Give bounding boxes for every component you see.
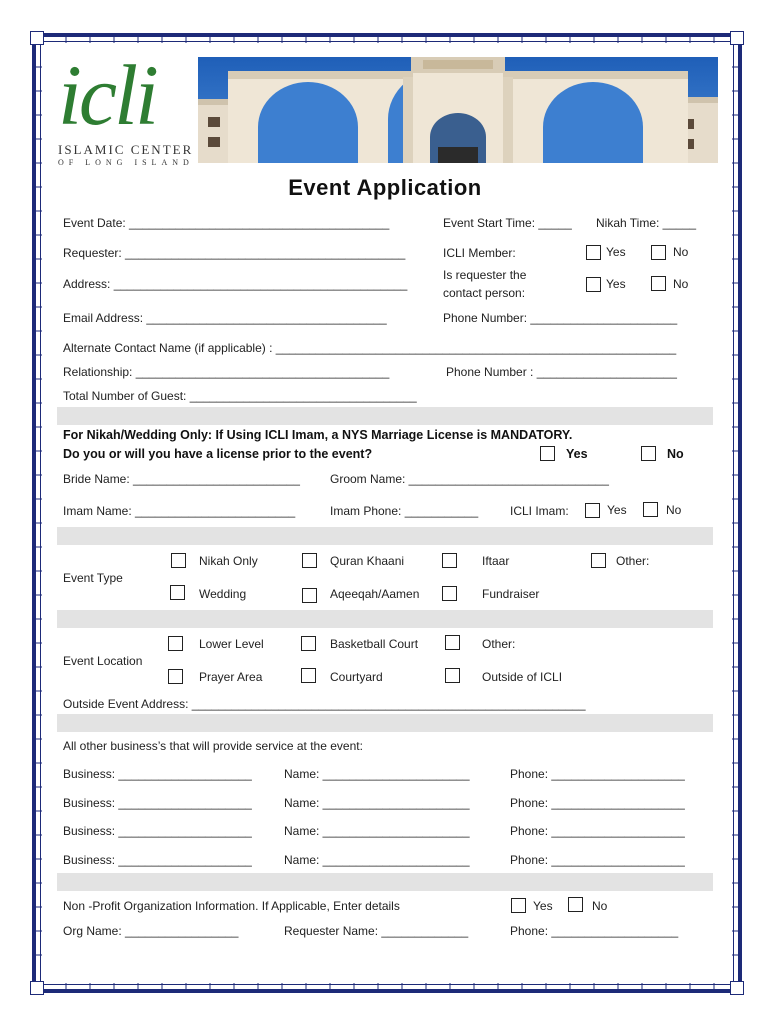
section-separator [57,714,713,732]
border-corner-bottom-left [30,981,44,995]
border-corner-top-left [30,31,44,45]
business-phone-field[interactable]: Phone: ____________________ [510,824,685,838]
fundraiser-checkbox[interactable] [442,586,457,601]
icli-member-yes-checkbox[interactable] [586,245,601,260]
quran-khaani-label: Quran Khaani [330,554,405,568]
org-name-field[interactable]: Org Name: _________________ [63,924,239,938]
nikah-notice: For Nikah/Wedding Only: If Using ICLI Imam, a NYS Marriage License is MANDATORY. [63,428,573,442]
contact-person-yes-label: Yes [606,277,626,291]
business-contact-name-field[interactable]: Name: ______________________ [284,767,470,781]
icli-imam-yes-checkbox[interactable] [585,503,600,518]
icli-member-no-checkbox[interactable] [651,245,666,260]
icli-imam-yes-label: Yes [607,503,627,517]
icli-member-yes-label: Yes [606,245,626,259]
imam-phone-field[interactable]: Imam Phone: ___________ [330,504,479,518]
nikah-only-label: Nikah Only [199,554,258,568]
icli-member-no-label: No [673,245,689,259]
building-photo [198,57,718,163]
nonprofit-info-label: Non -Profit Organization Information. If Applicable, Enter details [63,899,400,913]
prayer-area-checkbox[interactable] [168,669,183,684]
license-yes-checkbox[interactable] [540,446,555,461]
nonprofit-requester-field[interactable]: Requester Name: _____________ [284,924,469,938]
relationship-phone-field[interactable]: Phone Number : _____________________ [446,365,677,379]
icli-imam-no-checkbox[interactable] [643,502,658,517]
prayer-area-label: Prayer Area [199,670,263,684]
total-guests-field[interactable]: Total Number of Guest: __________________________________ [63,389,417,403]
business-phone-field[interactable]: Phone: ____________________ [510,796,685,810]
business-field[interactable]: Business: ____________________ [63,824,252,838]
business-field[interactable]: Business: ____________________ [63,767,252,781]
form-title: Event Application [288,175,482,200]
groom-name-field[interactable]: Groom Name: ______________________________ [330,472,609,486]
event-type-label: Event Type [63,571,123,585]
logo-mark: icli [58,47,156,143]
section-separator [57,527,713,545]
contact-person-label-1: Is requester the [443,268,527,282]
icli-member-label: ICLI Member: [443,246,516,260]
nonprofit-no-label: No [592,899,608,913]
icli-imam-label: ICLI Imam: [510,504,569,518]
icli-logo [56,47,196,167]
section-separator [57,610,713,628]
bride-name-field[interactable]: Bride Name: _________________________ [63,472,300,486]
iftaar-checkbox[interactable] [442,553,457,568]
contact-person-label-2: contact person: [443,286,526,300]
business-field[interactable]: Business: ____________________ [63,796,252,810]
basketball-court-label: Basketball Court [330,637,419,651]
contact-person-no-checkbox[interactable] [651,276,666,291]
border-corner-bottom-right [730,981,744,995]
businesses-intro: All other business’s that will provide service at the event: [63,739,363,753]
alternate-contact-field[interactable]: Alternate Contact Name (if applicable) : ____________________________________________________________ [63,341,677,355]
other-location-label: Other: [482,637,516,651]
border-corner-top-right [730,31,744,45]
license-question: Do you or will you have a license prior to the event? [63,447,373,461]
business-contact-name-field[interactable]: Name: ______________________ [284,853,470,867]
section-separator [57,407,713,425]
basketball-court-checkbox[interactable] [301,636,316,651]
requester-field[interactable]: Requester: __________________________________________ [63,246,406,260]
business-phone-field[interactable]: Phone: ____________________ [510,767,685,781]
courtyard-checkbox[interactable] [301,668,316,683]
quran-khaani-checkbox[interactable] [302,553,317,568]
nikah-only-checkbox[interactable] [171,553,186,568]
outside-icli-label: Outside of ICLI [482,670,563,684]
logo-line-1: ISLAMIC CENTER [58,142,194,157]
business-field[interactable]: Business: ____________________ [63,853,252,867]
imam-name-field[interactable]: Imam Name: ________________________ [63,504,296,518]
wedding-checkbox[interactable] [170,585,185,600]
email-field[interactable]: Email Address: ____________________________________ [63,311,387,325]
outside-address-field[interactable]: Outside Event Address: ___________________________________________________________ [63,697,586,711]
nonprofit-yes-checkbox[interactable] [511,898,526,913]
nonprofit-no-checkbox[interactable] [568,897,583,912]
nonprofit-phone-field[interactable]: Phone: ___________________ [510,924,679,938]
event-location-label: Event Location [63,654,143,668]
event-start-time-field[interactable]: Event Start Time: _____ [443,216,572,230]
business-contact-name-field[interactable]: Name: ______________________ [284,796,470,810]
section-separator [57,873,713,891]
contact-person-no-label: No [673,277,689,291]
aqeeqah-checkbox[interactable] [302,588,317,603]
icli-imam-no-label: No [666,503,682,517]
phone-field[interactable]: Phone Number: ______________________ [443,311,678,325]
business-contact-name-field[interactable]: Name: ______________________ [284,824,470,838]
license-no-label: No [667,447,684,461]
outside-icli-checkbox[interactable] [445,668,460,683]
other-location-checkbox[interactable] [445,635,460,650]
iftaar-label: Iftaar [482,554,510,568]
license-yes-label: Yes [566,447,588,461]
business-phone-field[interactable]: Phone: ____________________ [510,853,685,867]
lower-level-label: Lower Level [199,637,264,651]
event-date-field[interactable]: Event Date: _______________________________________ [63,216,390,230]
nonprofit-yes-label: Yes [533,899,553,913]
wedding-label: Wedding [199,587,247,601]
contact-person-yes-checkbox[interactable] [586,277,601,292]
license-no-checkbox[interactable] [641,446,656,461]
address-field[interactable]: Address: ____________________________________________ [63,277,408,291]
relationship-field[interactable]: Relationship: ______________________________________ [63,365,390,379]
other-type-checkbox[interactable] [591,553,606,568]
logo-line-2: OF LONG ISLAND [58,158,194,167]
other-type-label: Other: [616,554,650,568]
nikah-time-field[interactable]: Nikah Time: _____ [596,216,697,230]
courtyard-label: Courtyard [330,670,383,684]
fundraiser-label: Fundraiser [482,587,540,601]
lower-level-checkbox[interactable] [168,636,183,651]
aqeeqah-label: Aqeeqah/Aamen [330,587,420,601]
